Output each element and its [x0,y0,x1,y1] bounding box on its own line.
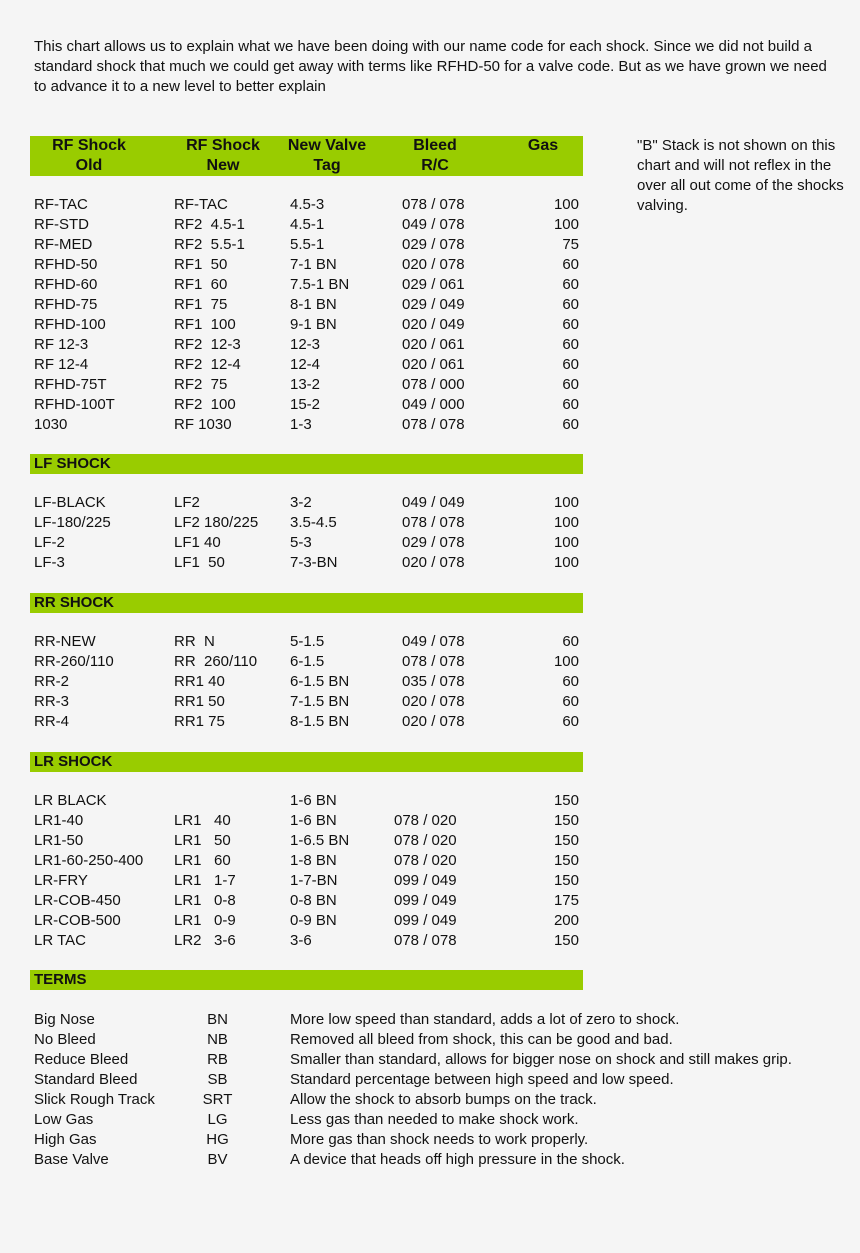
header-valve-tag [280,136,374,176]
cell-gas: 150 [553,872,579,889]
table-row [0,415,590,435]
header-valve-tag-line1: New Valve [287,137,367,154]
term-name: Reduce Bleed [34,1051,129,1068]
table-row [0,911,590,931]
table-row [0,375,590,395]
cell-valve-tag: 15-2 [290,396,321,413]
cell-valve-tag: 5-1.5 [290,633,325,650]
term-name: Slick Rough Track [34,1091,155,1108]
term-name: Standard Bleed [34,1071,138,1088]
cell-old: LR-COB-450 [34,892,121,909]
cell-new: LR1 40 [174,812,231,829]
table-row [0,632,590,652]
header-bleed-line1: Bleed [413,137,457,154]
table-row [0,275,590,295]
term-row [0,1010,860,1030]
table-header [30,136,583,176]
cell-new: LR1 0-9 [174,912,236,929]
cell-valve-tag: 1-6 BN [290,792,337,809]
cell-valve-tag: 8-1 BN [290,296,337,313]
table-row [0,215,590,235]
cell-gas: 100 [553,216,579,233]
header-rf-new-line1: RF Shock [186,137,260,154]
cell-bleed: 099 / 049 [394,892,457,909]
term-description: More low speed than standard, adds a lot of zero to shock. [290,1011,680,1028]
cell-bleed: 029 / 078 [402,236,465,253]
cell-gas: 60 [562,713,579,730]
cell-old: LR1-40 [34,812,84,829]
cell-gas: 60 [562,633,579,650]
table-row [0,235,590,255]
cell-old: RF 12-3 [34,336,89,353]
cell-gas: 60 [562,356,579,373]
lr-section-band [30,752,583,772]
cell-bleed: 078 / 078 [394,932,457,949]
table-row [0,513,590,533]
table-row [0,811,590,831]
lf-section-title: LF SHOCK [34,455,111,472]
term-name: Low Gas [34,1111,94,1128]
cell-valve-tag: 9-1 BN [290,316,337,333]
cell-new: RF2 100 [174,396,236,413]
term-name: Base Valve [34,1151,109,1168]
cell-bleed: 020 / 078 [402,713,465,730]
cell-old: RR-4 [34,713,70,730]
cell-new: RR N [174,633,215,650]
table-row [0,355,590,375]
cell-gas: 150 [553,932,579,949]
cell-old: RFHD-75 [34,296,98,313]
cell-bleed: 049 / 049 [402,494,465,511]
cell-bleed: 020 / 049 [402,316,465,333]
cell-valve-tag: 3-6 [290,932,312,949]
cell-valve-tag: 8-1.5 BN [290,713,350,730]
cell-new: RF1 100 [174,316,236,333]
header-bleed [390,136,480,176]
cell-new: LF1 40 [174,534,221,551]
cell-bleed: 099 / 049 [394,872,457,889]
table-row [0,493,590,513]
cell-new: RF 1030 [174,416,232,433]
cell-valve-tag: 5.5-1 [290,236,325,253]
cell-old: RFHD-100T [34,396,115,413]
cell-gas: 60 [562,376,579,393]
cell-gas: 150 [553,812,579,829]
cell-bleed: 020 / 078 [402,693,465,710]
table-row [0,195,590,215]
cell-old: LR1-60-250-400 [34,852,144,869]
cell-old: LR-FRY [34,872,88,889]
header-rf-old-line1: RF Shock [52,137,126,154]
cell-new: LR2 3-6 [174,932,236,949]
cell-gas: 150 [553,832,579,849]
cell-valve-tag: 6-1.5 BN [290,673,350,690]
cell-old: RF 12-4 [34,356,89,373]
cell-old: 1030 [34,416,68,433]
cell-old: RF-MED [34,236,93,253]
cell-old: RR-2 [34,673,70,690]
cell-new: LR1 60 [174,852,231,869]
cell-old: RR-3 [34,693,70,710]
lr-section-title: LR SHOCK [34,753,113,770]
cell-new: RF2 4.5-1 [174,216,245,233]
cell-valve-tag: 3-2 [290,494,312,511]
cell-bleed: 078 / 020 [394,812,457,829]
cell-bleed: 078 / 020 [394,852,457,869]
cell-old: LF-BLACK [34,494,106,511]
table-row [0,255,590,275]
term-abbr: HG [206,1131,229,1148]
cell-new: RF1 75 [174,296,228,313]
cell-gas: 100 [553,534,579,551]
header-bleed-line2: R/C [421,157,449,174]
cell-gas: 60 [562,396,579,413]
rr-section-band [30,593,583,613]
cell-valve-tag: 7.5-1 BN [290,276,350,293]
cell-valve-tag: 3.5-4.5 [290,514,337,531]
cell-gas: 60 [562,256,579,273]
cell-old: RFHD-50 [34,256,98,273]
cell-valve-tag: 7-1 BN [290,256,337,273]
header-rf-new-line2: New [206,157,240,174]
header-rf-old-line2: Old [75,157,103,174]
cell-old: RFHD-75T [34,376,107,393]
cell-valve-tag: 12-3 [290,336,321,353]
cell-gas: 60 [562,276,579,293]
cell-old: RR-NEW [34,633,96,650]
cell-bleed: 078 / 020 [394,832,457,849]
cell-old: RF-TAC [34,196,88,213]
cell-new: LF2 [174,494,200,511]
cell-old: RFHD-60 [34,276,98,293]
term-row [0,1050,860,1070]
cell-new: RR1 75 [174,713,225,730]
rr-section-title: RR SHOCK [34,594,115,611]
cell-gas: 100 [553,653,579,670]
cell-valve-tag: 13-2 [290,376,321,393]
header-rf-new [168,136,278,176]
cell-gas: 60 [562,416,579,433]
cell-old: LF-2 [34,534,65,551]
cell-gas: 60 [562,316,579,333]
term-description: Removed all bleed from shock, this can be good and bad. [290,1031,673,1048]
table-row [0,712,590,732]
table-row [0,831,590,851]
cell-old: LF-3 [34,554,65,571]
intro-paragraph: This chart allows us to explain what we have been doing with our name code for each shock. Since we did not build a standard shock that much we could get away with terms like RFHD-50 for a valve code. But as we have grown we need to advance it to a new level to better explain [34,38,827,95]
table-row [0,891,590,911]
header-gas-line1: Gas [527,137,559,154]
table-row [0,672,590,692]
table-row [0,335,590,355]
header-valve-tag-line2: Tag [313,157,341,174]
cell-gas: 100 [553,514,579,531]
cell-old: RFHD-100 [34,316,106,333]
cell-bleed: 078 / 000 [402,376,465,393]
term-abbr: RB [207,1051,228,1068]
cell-valve-tag: 12-4 [290,356,321,373]
term-description: Less gas than needed to make shock work. [290,1111,579,1128]
cell-gas: 175 [553,892,579,909]
term-description: More gas than shock needs to work properly. [290,1131,589,1148]
cell-new: RF2 12-3 [174,336,241,353]
cell-old: LR-COB-500 [34,912,121,929]
cell-gas: 60 [562,673,579,690]
cell-new: LF2 180/225 [174,514,259,531]
cell-bleed: 029 / 061 [402,276,465,293]
cell-valve-tag: 1-8 BN [290,852,337,869]
cell-bleed: 078 / 078 [402,653,465,670]
table-row [0,553,590,573]
term-description: A device that heads off high pressure in the shock. [290,1151,625,1168]
term-description: Smaller than standard, allows for bigger nose on shock and still makes grip. [290,1051,792,1068]
cell-bleed: 049 / 000 [402,396,465,413]
cell-valve-tag: 4.5-1 [290,216,325,233]
cell-new: RF-TAC [174,196,228,213]
table-row [0,295,590,315]
table-row [0,931,590,951]
cell-gas: 200 [553,912,579,929]
term-abbr: NB [207,1031,228,1048]
cell-new: RR1 50 [174,693,225,710]
term-row [0,1110,860,1130]
cell-old: RR-260/110 [34,653,114,670]
table-row [0,851,590,871]
cell-bleed: 078 / 078 [402,514,465,531]
cell-gas: 150 [553,852,579,869]
cell-valve-tag: 1-3 [290,416,312,433]
lf-section-band [30,454,583,474]
term-row [0,1130,860,1150]
term-abbr: SRT [202,1091,233,1108]
header-gas [518,136,568,156]
cell-gas: 60 [562,296,579,313]
term-row [0,1030,860,1050]
side-note: "B" Stack is not shown on this chart and will not reflex in the over all out come of the shocks valving. [637,137,844,214]
cell-valve-tag: 5-3 [290,534,312,551]
cell-old: LF-180/225 [34,514,111,531]
cell-new: LR1 0-8 [174,892,236,909]
cell-new: LF1 50 [174,554,225,571]
term-abbr: SB [207,1071,228,1088]
cell-gas: 60 [562,693,579,710]
terms-section-title: TERMS [34,971,87,988]
term-abbr: BN [207,1011,228,1028]
cell-bleed: 078 / 078 [402,196,465,213]
cell-bleed: 099 / 049 [394,912,457,929]
cell-valve-tag: 6-1.5 [290,653,325,670]
cell-gas: 100 [553,554,579,571]
cell-bleed: 029 / 078 [402,534,465,551]
cell-bleed: 078 / 078 [402,416,465,433]
header-rf-old [30,136,148,176]
cell-old: LR TAC [34,932,86,949]
term-description: Allow the shock to absorb bumps on the track. [290,1091,597,1108]
table-row [0,533,590,553]
table-row [0,652,590,672]
cell-gas: 150 [553,792,579,809]
cell-gas: 60 [562,336,579,353]
cell-bleed: 035 / 078 [402,673,465,690]
table-row [0,315,590,335]
cell-bleed: 020 / 061 [402,336,465,353]
term-name: No Bleed [34,1031,96,1048]
cell-new: RF1 60 [174,276,228,293]
cell-valve-tag: 0-9 BN [290,912,337,929]
cell-bleed: 029 / 049 [402,296,465,313]
term-abbr: BV [207,1151,228,1168]
cell-valve-tag: 1-7-BN [290,872,338,889]
term-description: Standard percentage between high speed and low speed. [290,1071,674,1088]
cell-new: RF2 75 [174,376,228,393]
cell-bleed: 049 / 078 [402,216,465,233]
cell-new: RF2 12-4 [174,356,241,373]
cell-old: RF-STD [34,216,89,233]
cell-new: RR 260/110 [174,653,258,670]
cell-gas: 100 [553,494,579,511]
table-row [0,395,590,415]
cell-gas: 75 [562,236,579,253]
cell-valve-tag: 1-6.5 BN [290,832,350,849]
cell-old: LR1-50 [34,832,84,849]
cell-gas: 100 [553,196,579,213]
term-abbr: LG [207,1111,228,1128]
cell-new: RF2 5.5-1 [174,236,245,253]
cell-valve-tag: 7-1.5 BN [290,693,350,710]
cell-new: RR1 40 [174,673,225,690]
term-row [0,1150,860,1170]
cell-bleed: 020 / 061 [402,356,465,373]
cell-valve-tag: 7-3-BN [290,554,338,571]
term-name: Big Nose [34,1011,95,1028]
table-row [0,791,590,811]
cell-new: RF1 50 [174,256,228,273]
cell-valve-tag: 4.5-3 [290,196,325,213]
cell-bleed: 020 / 078 [402,256,465,273]
cell-valve-tag: 0-8 BN [290,892,337,909]
term-row [0,1090,860,1110]
term-row [0,1070,860,1090]
table-row [0,871,590,891]
term-name: High Gas [34,1131,97,1148]
cell-bleed: 049 / 078 [402,633,465,650]
cell-bleed: 020 / 078 [402,554,465,571]
cell-valve-tag: 1-6 BN [290,812,337,829]
table-row [0,692,590,712]
cell-new: LR1 1-7 [174,872,236,889]
cell-new: LR1 50 [174,832,231,849]
terms-section-band [30,970,583,990]
cell-old: LR BLACK [34,792,107,809]
